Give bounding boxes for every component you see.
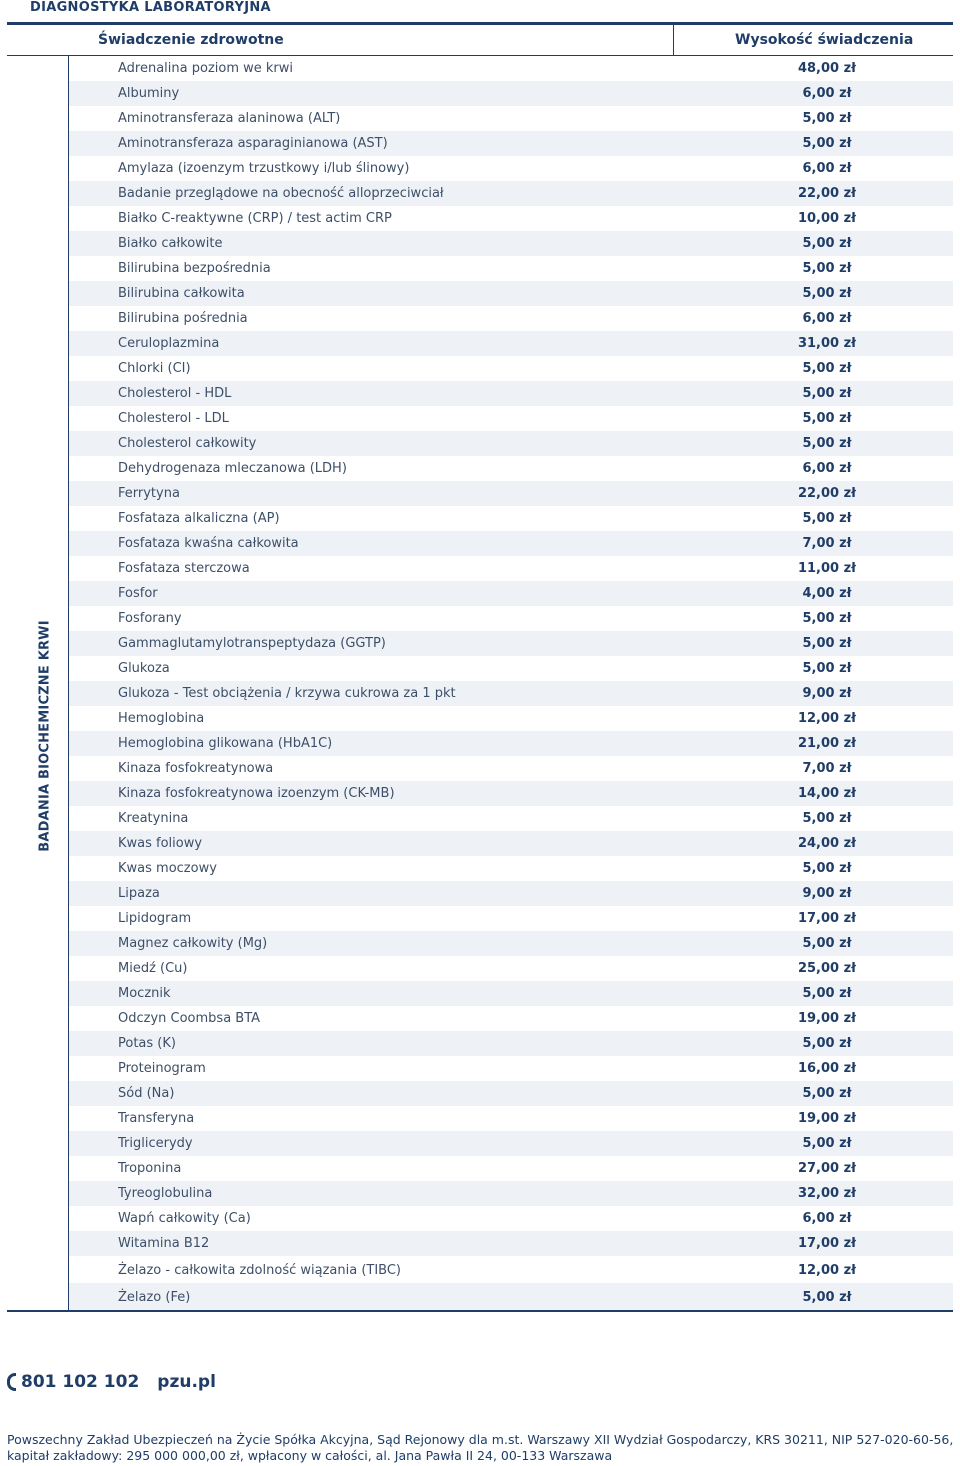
service-price: 6,00 zł [802,311,852,326]
table-row [69,781,953,806]
service-name: Kreatynina [118,811,189,826]
service-name: Amylaza (izoenzym trzustkowy i/lub ślinowy) [118,161,410,176]
service-price: 5,00 zł [802,111,852,126]
service-name: Chlorki (CI) [118,361,191,376]
service-price: 5,00 zł [802,361,852,376]
table-row [69,281,953,306]
table-row [69,806,953,831]
service-price: 5,00 zł [802,386,852,401]
service-name: Albuminy [118,86,180,101]
service-name: Fosforany [118,611,182,626]
service-name: Troponina [118,1161,182,1176]
table-row [69,631,953,656]
service-name: Białko całkowite [118,236,223,251]
service-price: 12,00 zł [797,1263,857,1278]
table-row [69,981,953,1006]
table-row [69,456,953,481]
phone-number[interactable]: 801 102 102 [21,1372,140,1392]
table-row [69,156,953,181]
service-name: Sód (Na) [118,1086,175,1101]
service-name: Fosfataza kwaśna całkowita [118,536,299,551]
service-name: Fosfor [118,586,158,601]
service-price: 5,00 zł [802,1086,852,1101]
service-price: 5,00 zł [802,811,852,826]
service-name: Magnez całkowity (Mg) [118,936,268,951]
table-row [69,1106,953,1131]
footer-line-2: kapitał zakładowy: 295 000 000,00 zł, wpłacony w całości, al. Jana Pawła II 24, 00-133 Warszawa [7,1448,613,1463]
table-row [69,1031,953,1056]
table-row [69,681,953,706]
service-price: 5,00 zł [802,261,852,276]
service-name: Gammaglutamylotranspeptydaza (GGTP) [118,636,386,651]
table-row [69,106,953,131]
service-name: Badanie przeglądowe na obecność alloprzeciwciał [118,186,444,201]
table-row [69,256,953,281]
service-name: Ferrytyna [118,486,180,501]
table-row [69,1131,953,1156]
table-row [69,131,953,156]
service-name: Triglicerydy [118,1136,193,1151]
table-row [69,381,953,406]
service-name: Glukoza - Test obciążenia / krzywa cukrowa za 1 pkt [118,686,456,701]
service-price: 14,00 zł [797,786,857,801]
table-row [69,356,953,381]
service-price: 5,00 zł [802,636,852,651]
service-name: Glukoza [118,661,170,676]
service-price: 6,00 zł [802,161,852,176]
table-row [69,406,953,431]
service-price: 5,00 zł [802,1036,852,1051]
service-name: Potas (K) [118,1036,176,1051]
category-label: BADANIA BIOCHEMICZNE KRWI [37,620,53,852]
service-price: 7,00 zł [802,761,852,776]
price-table-body [69,56,953,1310]
service-name: Hemoglobina glikowana (HbA1C) [118,736,333,751]
service-price: 21,00 zł [797,736,857,751]
service-price: 5,00 zł [802,511,852,526]
table-row [69,1156,953,1181]
table-row [69,856,953,881]
table-row [69,706,953,731]
service-name: Cholesterol całkowity [118,436,257,451]
service-price: 19,00 zł [797,1011,857,1026]
service-name: Cholesterol - HDL [118,386,232,401]
service-name: Kwas foliowy [118,836,203,851]
service-name: Żelazo (Fe) [118,1290,191,1305]
table-row [69,831,953,856]
table-row [69,606,953,631]
service-price: 4,00 zł [802,586,852,601]
table-row [69,906,953,931]
service-price: 17,00 zł [797,911,857,926]
service-price: 5,00 zł [802,1290,852,1305]
service-name: Transferyna [118,1111,195,1126]
service-price: 12,00 zł [797,711,857,726]
service-name: Mocznik [118,986,171,1001]
service-price: 5,00 zł [802,286,852,301]
service-price: 5,00 zł [802,611,852,626]
service-price: 6,00 zł [802,86,852,101]
column-header-service: Świadczenie zdrowotne [98,32,284,48]
table-row [69,181,953,206]
service-name: Proteinogram [118,1061,206,1076]
service-price: 10,00 zł [797,211,857,226]
service-name: Lipaza [118,886,160,901]
website-link[interactable]: pzu.pl [157,1372,216,1392]
service-name: Lipidogram [118,911,192,926]
table-row [69,881,953,906]
table-row [69,81,953,106]
service-price: 25,00 zł [797,961,857,976]
table-row [69,656,953,681]
table-row [69,531,953,556]
table-row [69,1056,953,1081]
service-price: 32,00 zł [797,1186,857,1201]
service-name: Fosfataza alkaliczna (AP) [118,511,280,526]
service-name: Aminotransferaza alaninowa (ALT) [118,111,341,126]
table-row [69,231,953,256]
table-row [69,506,953,531]
service-name: Białko C-reaktywne (CRP) / test actim CRP [118,211,392,226]
service-price: 5,00 zł [802,436,852,451]
service-price: 27,00 zł [797,1161,857,1176]
category-column [7,56,69,1310]
table-row [69,331,953,356]
service-name: Kwas moczowy [118,861,217,876]
service-price: 5,00 zł [802,661,852,676]
service-price: 6,00 zł [802,1211,852,1226]
service-price: 48,00 zł [797,61,857,76]
service-price: 5,00 zł [802,1136,852,1151]
service-price: 11,00 zł [797,561,857,576]
table-row [69,1206,953,1231]
table-row [69,206,953,231]
service-price: 9,00 zł [802,886,852,901]
service-price: 6,00 zł [802,461,852,476]
table-row [69,731,953,756]
service-name: Adrenalina poziom we krwi [118,61,294,76]
section-title: DIAGNOSTYKA LABORATORYJNA [30,0,271,15]
table-row [69,956,953,981]
service-price: 24,00 zł [797,836,857,851]
service-price: 5,00 zł [802,411,852,426]
table-row [69,431,953,456]
service-price: 19,00 zł [797,1111,857,1126]
service-price: 17,00 zł [797,1236,857,1251]
service-price: 5,00 zł [802,936,852,951]
service-name: Tyreoglobulina [118,1186,213,1201]
service-price: 9,00 zł [802,686,852,701]
table-row [69,1231,953,1256]
service-price: 5,00 zł [802,236,852,251]
service-name: Ceruloplazmina [118,336,220,351]
table-row [69,756,953,781]
service-price: 5,00 zł [802,136,852,151]
service-price: 31,00 zł [797,336,857,351]
service-name: Bilirubina bezpośrednia [118,261,271,276]
service-price: 16,00 zł [797,1061,857,1076]
service-name: Odczyn Coombsa BTA [118,1011,261,1026]
service-name: Miedź (Cu) [118,961,188,976]
table-row [69,1181,953,1206]
column-header-price: Wysokość świadczenia [735,32,914,48]
table-row [69,1283,953,1310]
table-row [69,1006,953,1031]
footer-line-1: Powszechny Zakład Ubezpieczeń na Życie Spółka Akcyjna, Sąd Rejonowy dla m.st. Warszawy XII Wydział Gospodarczy, KRS 30211, NIP 527-020-60-56, [7,1432,954,1447]
service-name: Bilirubina całkowita [118,286,245,301]
service-name: Bilirubina pośrednia [118,311,248,326]
phone-icon [7,1373,16,1391]
header-column-divider [673,25,674,56]
contact-bar [7,1372,216,1392]
table-row [69,306,953,331]
service-name: Hemoglobina [118,711,205,726]
service-price: 5,00 zł [802,986,852,1001]
table-row [69,581,953,606]
bottom-divider [7,1310,953,1312]
service-name: Dehydrogenaza mleczanowa (LDH) [118,461,347,476]
service-name: Cholesterol - LDL [118,411,229,426]
service-price: 22,00 zł [797,186,857,201]
legal-footer [7,1432,953,1464]
table-row [69,1256,953,1283]
table-row [69,556,953,581]
service-name: Witamina B12 [118,1236,210,1251]
table-row [69,1081,953,1106]
table-row [69,931,953,956]
service-name: Żelazo - całkowita zdolność wiązania (TIBC) [118,1263,402,1278]
table-row [69,481,953,506]
service-name: Kinaza fosfokreatynowa izoenzym (CK-MB) [118,786,395,801]
top-divider [7,22,953,25]
service-name: Kinaza fosfokreatynowa [118,761,274,776]
service-name: Fosfataza sterczowa [118,561,250,576]
table-row [69,56,953,81]
service-name: Wapń całkowity (Ca) [118,1211,251,1226]
service-price: 5,00 zł [802,861,852,876]
service-price: 22,00 zł [797,486,857,501]
service-price: 7,00 zł [802,536,852,551]
service-name: Aminotransferaza asparaginianowa (AST) [118,136,388,151]
